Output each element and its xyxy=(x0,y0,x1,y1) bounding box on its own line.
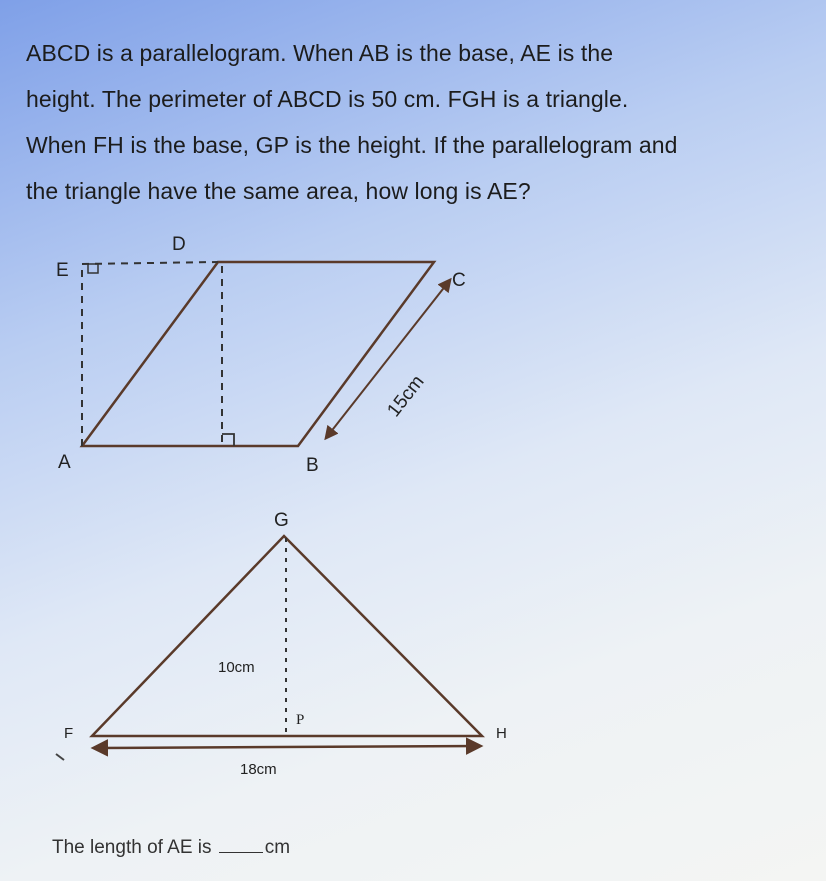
problem-line-1: ABCD is a parallelogram. When AB is the base, AE is the xyxy=(26,40,614,66)
label-b: B xyxy=(306,455,319,476)
base-fh-arrow xyxy=(94,746,480,748)
label-e: E xyxy=(56,260,69,281)
problem-line-2: height. The perimeter of ABCD is 50 cm. FGH is a triangle. xyxy=(26,86,629,112)
right-angle-mark-e xyxy=(88,264,98,273)
label-d: D xyxy=(172,234,186,255)
label-a: A xyxy=(58,452,71,473)
label-g: G xyxy=(274,510,289,531)
base-length-label: 18cm xyxy=(240,761,277,778)
label-p: P xyxy=(296,712,305,728)
problem-line-4: the triangle have the same area, how long is AE? xyxy=(26,178,531,204)
problem-line-3: When FH is the base, GP is the height. If the parallelogram and xyxy=(26,132,678,158)
triangle-shape xyxy=(92,536,482,736)
parallelogram-shape xyxy=(82,262,434,446)
side-length-label: 15cm xyxy=(383,371,429,422)
height-length-label: 10cm xyxy=(218,659,255,676)
f-tick-mark xyxy=(56,754,64,760)
label-c: C xyxy=(452,270,466,291)
answer-unit: cm xyxy=(264,837,291,858)
parallelogram-abcd xyxy=(56,234,466,476)
side-bc-arrow xyxy=(326,280,450,438)
label-f: F xyxy=(64,725,74,742)
triangle-fgh xyxy=(56,510,507,778)
label-h: H xyxy=(496,725,507,742)
right-angle-mark-base xyxy=(222,434,234,446)
answer-blank[interactable] xyxy=(219,836,263,853)
extension-ed-dashed xyxy=(82,262,218,264)
answer-prefix: The length of AE is xyxy=(52,837,212,858)
answer-line xyxy=(52,836,290,859)
